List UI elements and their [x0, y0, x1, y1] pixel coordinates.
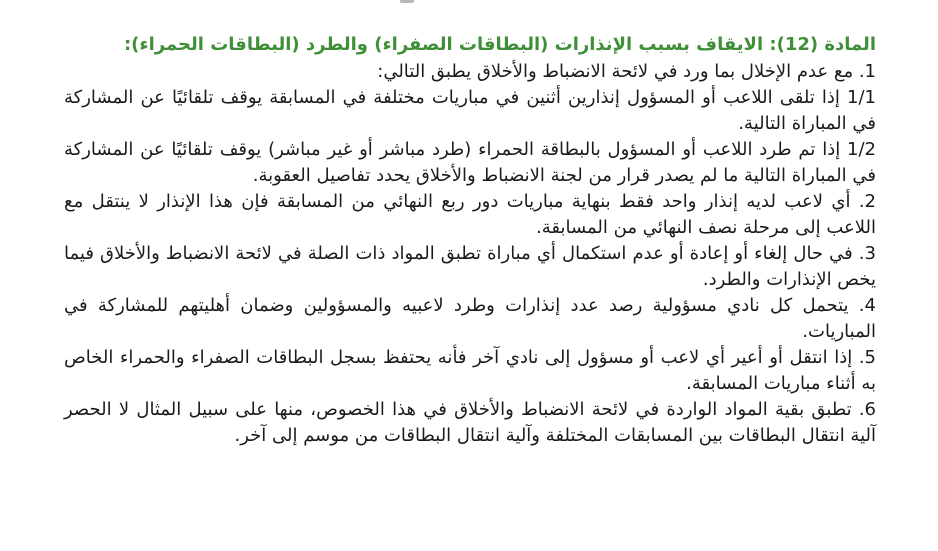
cropped-text-fragment	[400, 0, 414, 3]
clause-4: 4. يتحمل كل نادي مسؤولية رصد عدد إنذارات وطرد لاعبيه والمسؤولين وضمان أهليتهم للمشاركة في المباريات.	[64, 295, 876, 342]
regulation-article	[64, 30, 876, 449]
article-title: المادة (12): الايقاف بسبب الإنذارات (البطاقات الصفراء) والطرد (البطاقات الحمراء):	[123, 34, 876, 55]
clause-2: 2. أي لاعب لديه إنذار واحد فقط بنهاية مباريات دور ربع النهائي من المسابقة فإن هذا الإنذار لا ينتقل مع اللاعب إلى مرحلة نصف النهائي من المسابقة.	[64, 191, 876, 238]
clause-5: 5. إذا انتقل أو أعير أي لاعب أو مسؤول إلى نادي آخر فأنه يحتفظ بسجل البطاقات الصفراء والحمراء الخاص به أثناء مباريات المسابقة.	[64, 347, 876, 394]
clause-3: 3. في حال إلغاء أو إعادة أو عدم استكمال أي مباراة تطبق المواد ذات الصلة في لائحة الانضباط والأخلاق فيما يخص الإنذارات والطرد.	[64, 243, 876, 290]
clause-1-1: 1/1 إذا تلقى اللاعب أو المسؤول إنذارين أثنين في مباريات مختلفة في المسابقة يوقف تلقائيًا عن المشاركة في المباراة التالية.	[64, 87, 876, 134]
clause-6: 6. تطبق بقية المواد الواردة في لائحة الانضباط والأخلاق في هذا الخصوص، منها على سبيل المثال لا الحصر آلية انتقال البطاقات بين المسابقات المختلفة وآلية انتقال البطاقات من موسم إلى آخر.	[64, 399, 876, 446]
clause-1: 1. مع عدم الإخلال بما ورد في لائحة الانضباط والأخلاق يطبق التالي:	[377, 61, 876, 82]
clause-1-2: 1/2 إذا تم طرد اللاعب أو المسؤول بالبطاقة الحمراء (طرد مباشر أو غير مباشر) يوقف تلقائيًا عن المشاركة في المباراة التالية ما لم يصدر قرار من لجنة الانضباط والأخلاق يحدد تفاصيل العقوبة.	[64, 139, 876, 186]
